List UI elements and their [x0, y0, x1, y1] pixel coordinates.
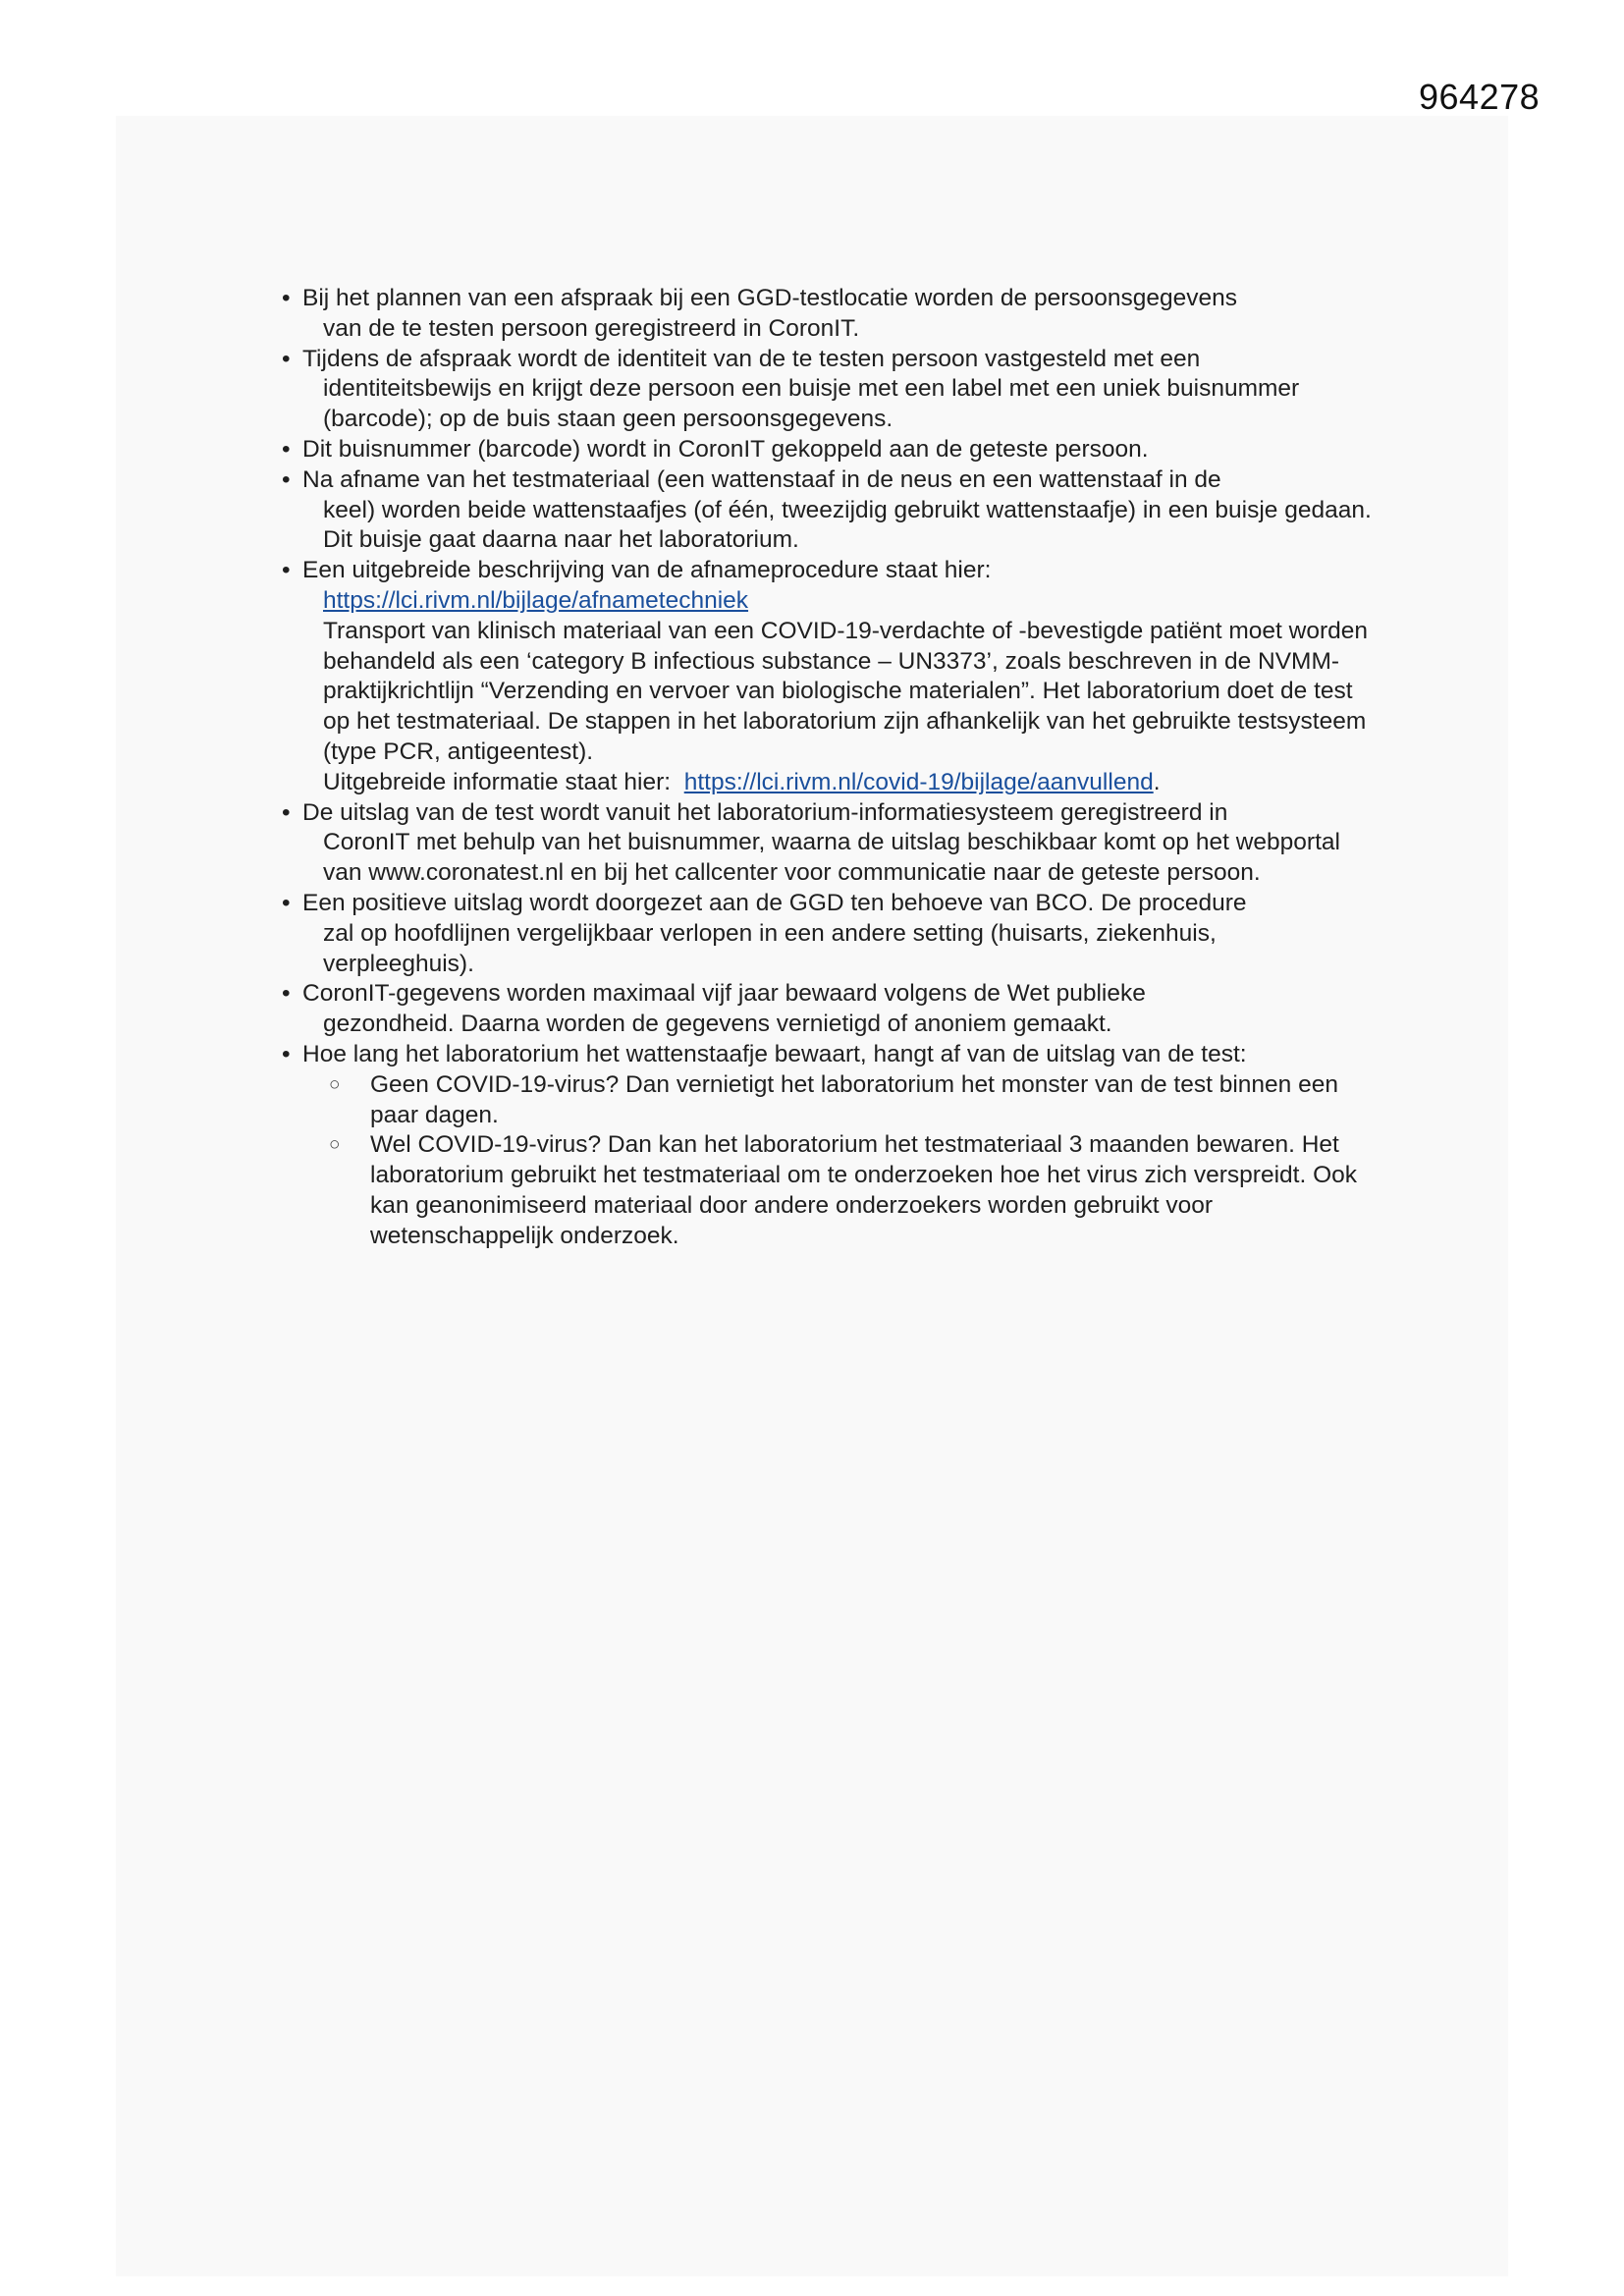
bullet-icon: • — [282, 285, 291, 311]
bullet-icon: • — [282, 435, 291, 463]
list-item — [282, 1040, 1372, 1252]
circle-bullet-icon: ○ — [329, 1073, 341, 1095]
item-text-continued — [302, 586, 1372, 798]
list-item — [282, 465, 1372, 556]
item-text-continued: CoronIT met behulp van het buisnummer, waarna de uitslag beschikbaar komt op het webportal van www.coronatest.nl en bij het callcenter voor communicatie naar de geteste persoon. — [323, 829, 1340, 887]
list-item — [282, 345, 1372, 435]
list-item — [282, 798, 1372, 889]
bullet-icon: • — [282, 557, 291, 584]
bullet-icon: • — [282, 980, 291, 1008]
aanvullend-link[interactable]: https://lci.rivm.nl/covid-19/bijlage/aanvullend — [683, 768, 1154, 795]
item-text: Een uitgebreide beschrijving van de afnameprocedure staat hier: — [302, 557, 992, 584]
bullet-list — [282, 284, 1372, 1252]
bullet-icon: • — [282, 889, 291, 916]
item-text-continued: zal op hoofdlijnen vergelijkbaar verlopen in een andere setting (huisarts, ziekenhuis, verpleeghuis). — [323, 919, 1217, 977]
item-text: Hoe lang het laboratorium het wattenstaafje bewaart, hangt af van de uitslag van de test: — [302, 1040, 1247, 1067]
item-text: CoronIT-gegevens worden maximaal vijf jaar bewaard volgens de Wet publieke — [302, 980, 1146, 1008]
bullet-icon: • — [282, 798, 291, 826]
sub-list-item — [329, 1070, 1372, 1131]
bullet-icon: • — [282, 465, 291, 493]
transport-paragraph: Transport van klinisch materiaal van een COVID-19-verdachte of -bevestigde patiënt moet worden behandeld als een ‘category B infectious substance – UN3373’, zoals beschreven in de NVMM-praktijkrichtlijn “Verzending en vervoer van biologische materialen”. Het laboratorium doet de test op het testmateriaal. De stappen in het laboratorium zijn afhankelijk van het gebruikte testsysteem (type PCR, antigeentest). — [323, 617, 1369, 765]
list-item — [282, 979, 1372, 1040]
document-body — [282, 284, 1372, 1252]
circle-bullet-icon: ○ — [329, 1134, 341, 1156]
bullet-icon: • — [282, 1040, 291, 1067]
item-text-continued: identiteitsbewijs en krijgt deze persoon een buisje met een label met een uniek buisnummer (barcode); op de buis staan geen persoonsgegevens. — [323, 375, 1300, 433]
list-item — [282, 556, 1372, 797]
list-item — [282, 435, 1372, 465]
bullet-icon: • — [282, 345, 291, 372]
list-item — [282, 284, 1372, 345]
sentence-end: . — [1153, 768, 1161, 795]
list-item — [282, 889, 1372, 979]
item-text-continued: keel) worden beide wattenstaafjes (of één, tweezijdig gebruikt wattenstaafje) in een buisje gedaan. Dit buisje gaat daarna naar het laboratorium. — [323, 496, 1372, 554]
item-text: Bij het plannen van een afspraak bij een GGD-testlocatie worden de persoonsgegevens — [302, 285, 1238, 311]
item-text-continued: van de te testen persoon geregistreerd in CoronIT. — [323, 314, 860, 342]
item-text: Een positieve uitslag wordt doorgezet aan de GGD ten behoeve van BCO. De procedure — [302, 889, 1247, 916]
sub-list-item — [329, 1130, 1372, 1251]
document-number: 964278 — [1419, 77, 1541, 117]
item-text: Tijdens de afspraak wordt de identiteit van de te testen persoon vastgesteld met een — [302, 345, 1201, 372]
item-text: De uitslag van de test wordt vanuit het laboratorium-informatiesysteem geregistreerd in — [302, 798, 1228, 826]
item-text-continued: gezondheid. Daarna worden de gegevens vernietigd of anoniem gemaakt. — [323, 1011, 1112, 1038]
sub-item-text: Wel COVID-19-virus? Dan kan het laboratorium het testmateriaal 3 maanden bewaren. Het laboratorium gebruikt het testmateriaal om te onderzoeken hoe het virus zich verspreidt. Ook kan geanonimiseerd materiaal door andere onderzoekers worden gebruikt voor wetenschappelijk onderzoek. — [370, 1131, 1358, 1249]
item-text: Na afname van het testmateriaal (een wattenstaaf in de neus en een wattenstaaf in de — [302, 465, 1221, 493]
sub-item-text: Geen COVID-19-virus? Dan vernietigt het laboratorium het monster van de test binnen een paar dagen. — [370, 1070, 1338, 1128]
item-text: Dit buisnummer (barcode) wordt in CoronIT gekoppeld aan de geteste persoon. — [302, 435, 1149, 463]
afnametechniek-link[interactable]: https://lci.rivm.nl/bijlage/afnametechniek — [323, 586, 749, 614]
sub-list — [302, 1070, 1372, 1252]
more-info-label: Uitgebreide informatie staat hier: — [323, 768, 672, 795]
